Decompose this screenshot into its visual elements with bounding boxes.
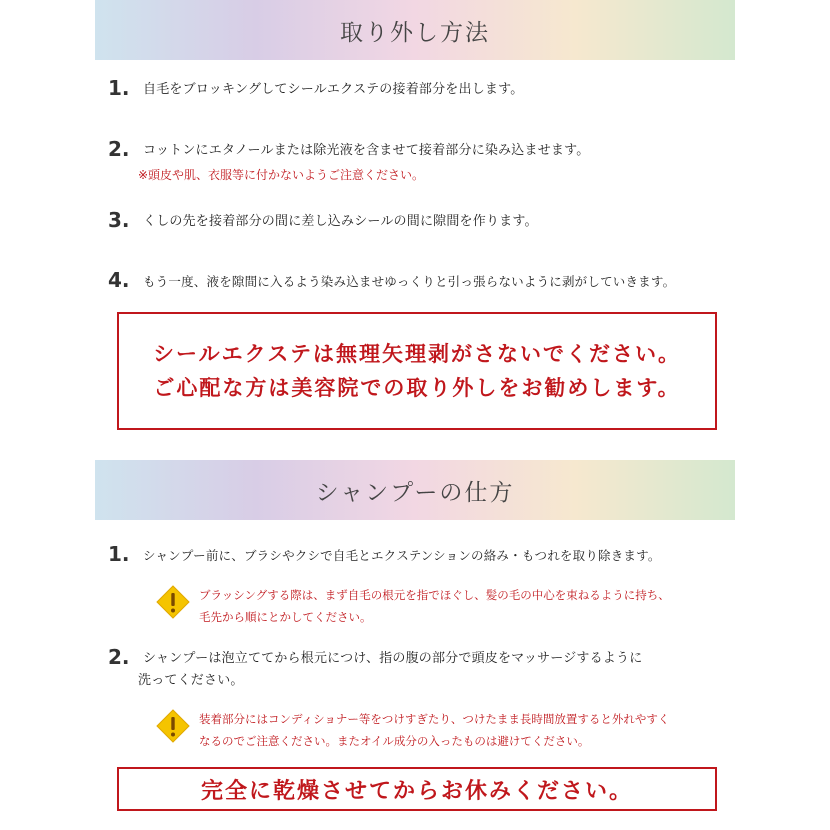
step-note: ※頭皮や肌、衣服等に付かないようご注意ください。 [138,168,425,182]
step-number: 2. [108,645,130,669]
final-notice-box [117,767,717,811]
warning-line-2: 毛先から順にとかしてください。 [199,610,372,624]
step-text: くしの先を接着部分の間に差し込みシールの間に隙間を作ります。 [143,214,538,229]
final-notice-text: 完全に乾燥させてからお休みください。 [200,778,633,804]
warning-line-1: シールエクステは無理矢理剥がさないでください。 [153,342,681,366]
warning-icon [155,708,191,744]
step-text: もう一度、液を隙間に入るよう染み込ませゆっくりと引っ張らないように剥がしていきます。 [143,274,676,289]
step-text-line-2: 洗ってください。 [138,673,244,688]
step-text: 自毛をブロッキングしてシールエクステの接着部分を出します。 [143,82,524,97]
warning-line-2: なるのでご注意ください。またオイル成分の入ったものは避けてください。 [199,734,590,748]
step-number: 3. [108,208,130,232]
step-number: 2. [108,137,130,161]
step-number: 1. [108,76,130,100]
removal-warning-box [117,312,717,430]
warning-text [199,708,669,752]
section-title: 取り外し方法 [340,19,490,46]
step-text: コットンにエタノールまたは除光液を含ませて接着部分に染み込ませます。 [143,143,590,158]
warning-line-1: 装着部分にはコンディショナー等をつけすぎたり、つけたまま長時間放置すると外れやすく [199,712,670,726]
section-header-removal [95,0,735,60]
step-number: 4. [108,268,130,292]
section-title: シャンプーの仕方 [315,479,515,506]
section-header-shampoo [95,460,735,520]
step-text: シャンプー前に、ブラシやクシで自毛とエクステンションの絡み・もつれを取り除きます。 [143,548,661,563]
warning-line-2: ご心配な方は美容院での取り外しをお勧めします。 [153,376,681,400]
warning-line-1: ブラッシングする際は、まず自毛の根元を指でほぐし、髪の毛の中心を束ねるように持ち、 [199,588,670,602]
warning-icon [155,584,191,620]
warning-text [199,584,670,628]
step-text-line-1: シャンプーは泡立ててから根元につけ、指の腹の部分で頭皮をマッサージするように [143,651,643,666]
step-text [138,648,643,692]
step-number: 1. [108,542,130,566]
